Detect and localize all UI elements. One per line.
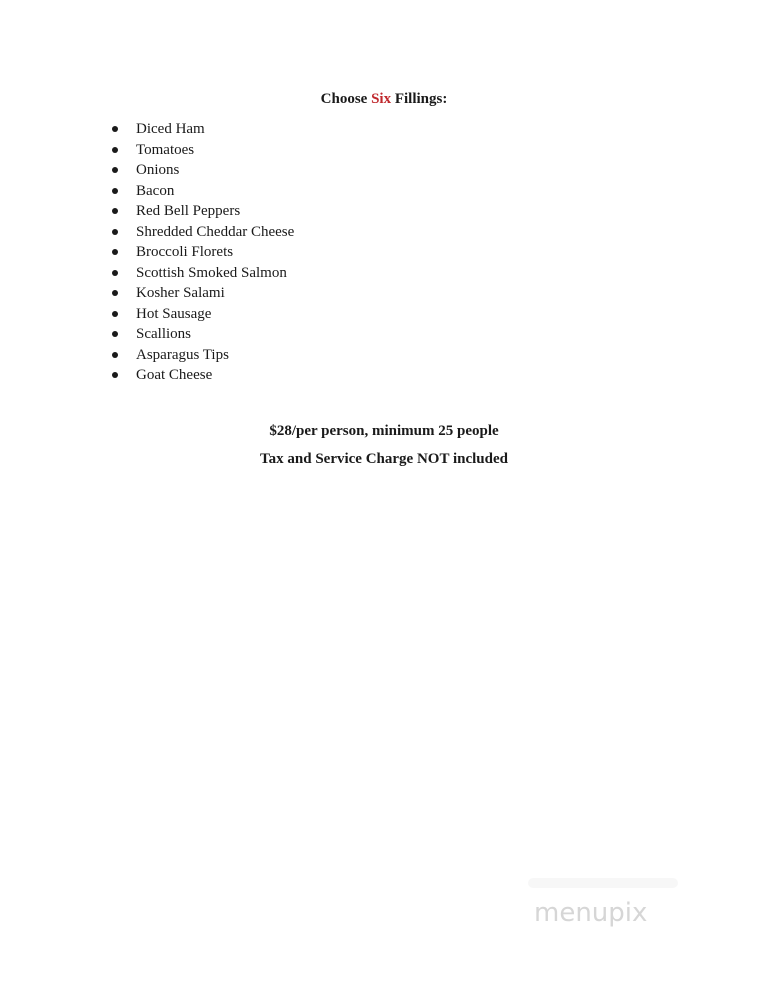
list-item xyxy=(0,304,294,325)
filling-label: Scottish Smoked Salmon xyxy=(136,264,287,281)
list-item xyxy=(0,242,294,263)
list-item xyxy=(0,181,294,202)
bullet-icon xyxy=(112,167,118,173)
filling-label: Goat Cheese xyxy=(136,367,213,383)
tax-notice: Tax and Service Charge NOT included xyxy=(260,451,508,467)
fillings-list xyxy=(0,119,294,386)
bullet-icon xyxy=(112,311,118,317)
list-item xyxy=(0,324,294,345)
bullet-icon xyxy=(112,352,118,358)
list-item xyxy=(0,160,294,181)
watermark-smudge xyxy=(528,878,678,888)
bullet-icon xyxy=(112,229,118,235)
bullet-icon xyxy=(112,331,118,337)
list-item xyxy=(0,263,294,284)
filling-label: Shredded Cheddar Cheese xyxy=(136,223,295,240)
bullet-icon xyxy=(112,249,118,255)
filling-label: Asparagus Tips xyxy=(136,346,229,363)
bullet-icon xyxy=(112,188,118,194)
filling-label: Red Bell Peppers xyxy=(136,203,241,219)
menupix-watermark: menupix xyxy=(534,898,648,928)
list-item xyxy=(0,222,294,243)
page-heading xyxy=(0,89,768,109)
bullet-icon xyxy=(112,290,118,296)
list-item xyxy=(0,365,294,386)
bullet-icon xyxy=(112,270,118,276)
filling-label: Onions xyxy=(136,162,180,178)
heading-prefix: Choose xyxy=(320,91,372,107)
filling-label: Broccoli Florets xyxy=(136,244,234,260)
bullet-icon xyxy=(112,208,118,214)
list-item xyxy=(0,119,294,140)
price-line: $28/per person, minimum 25 people xyxy=(269,423,499,439)
filling-label: Diced Ham xyxy=(136,121,205,137)
list-item xyxy=(0,345,294,366)
filling-label: Kosher Salami xyxy=(136,285,225,301)
list-item xyxy=(0,283,294,304)
list-item xyxy=(0,140,294,161)
bullet-icon xyxy=(112,147,118,153)
filling-label: Bacon xyxy=(136,182,175,199)
bullet-icon xyxy=(112,372,118,378)
heading-highlight: Six xyxy=(371,91,392,107)
list-item xyxy=(0,201,294,222)
filling-label: Hot Sausage xyxy=(136,305,212,322)
filling-label: Tomatoes xyxy=(136,141,195,158)
bullet-icon xyxy=(112,126,118,132)
filling-label: Scallions xyxy=(136,326,191,342)
heading-suffix: Fillings: xyxy=(391,91,448,107)
